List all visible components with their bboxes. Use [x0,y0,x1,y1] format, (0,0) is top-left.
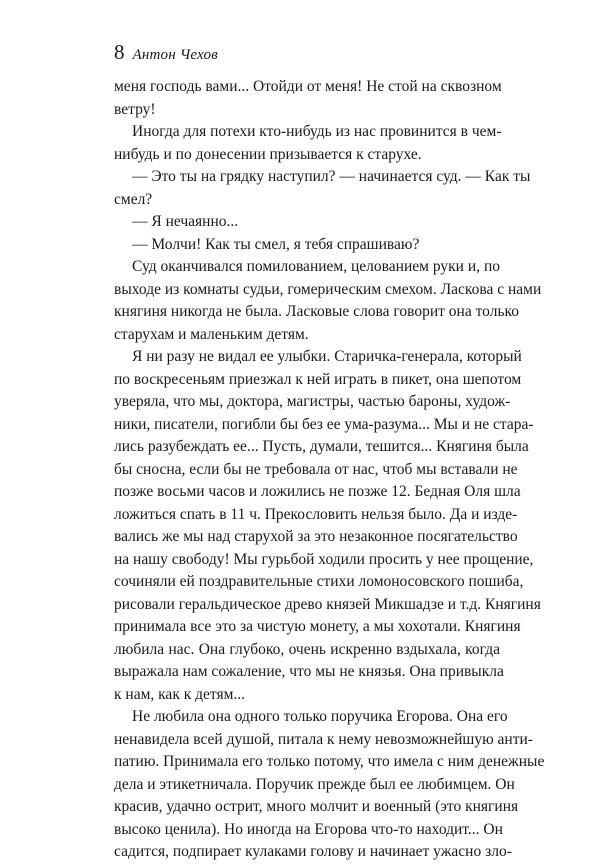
text-line: ложиться спать в 11 ч. Прекословить нельзя было. Да и изде- [114,505,518,523]
text-line: красив, удачно острит, много молчит и военный (это княгиня [114,798,519,815]
body-text [114,76,545,864]
text-line: позже восьми часов и ложились не позже 12. Бедная Оля шла [114,483,521,500]
text-line: рисовали геральдическое древо князей Микшадзе и т.д. Княгиня [114,595,541,613]
text-line: уверяла, что мы, доктора, магистры, частью бароны, худож- [114,393,511,410]
text-line: Я ни разу не видал ее улыбки. Старичка-генерала, который [132,348,522,365]
text-line: принимала все это за чистую монету, а мы хохотали. Княгиня [114,618,521,635]
running-head-author: Антон Чехов [132,47,218,63]
text-line: любила нас. Она глубоко, очень искренно вздыхала, когда [114,640,500,658]
text-line: по воскресеньям приезжал к ней играть в пикет, она шепотом [114,370,522,388]
text-line: ники, писатели, погибли бы без ее ума-разума... Мы и не стара- [114,415,534,433]
text-line: старухам и маленьким детям. [114,325,309,343]
text-line: на нашу свободу! Мы гурьбой ходили просить у нее прощение, [114,550,534,568]
text-line: выходе из комнаты судьи, гомерическим смехом. Ласкова с нами [114,280,542,298]
text-line: дела и этикетничала. Поручик прежде был ее любимцем. Он [114,775,515,793]
text-line: нибудь и по донесении призывается к старухе. [114,145,422,163]
text-line: Суд оканчивался помилованием, целованием руки и, по [132,258,500,275]
text-line: патию. Принимала его только потому, что имела с ним денежные [114,753,545,770]
text-line: сочиняли ей поздравительные стихи ломоносовского пошиба, [114,573,524,590]
text-line: к нам, как к детям... [114,685,246,703]
text-line: меня господь вами... Отойди от меня! Не стой на сквозном [114,78,502,95]
text-line: садится, подпирает кулаками голову и начинает ужасно зло- [114,843,512,860]
text-line: — Я нечаянно... [132,213,239,230]
text-line: Иногда для потехи кто-нибудь из нас провинится в чем- [132,123,502,140]
page-number: 8 [114,40,125,64]
text-line: княгиня никогда не была. Ласковые слова говорит она только [114,303,520,320]
text-line: лись разубеждать ее... Пусть, думали, тешится... Княгиня была [114,438,529,455]
text-line: — Молчи! Как ты смел, я тебя спрашиваю? [132,235,420,253]
text-line: ненавидела всей душой, питала к нему невозможнейшую анти- [114,730,533,748]
text-line: ветру! [114,100,156,118]
text-line: вались же мы над старухой за это незаконное посягательство [114,528,518,545]
text-line: Не любила она одного только поручика Егорова. Она его [132,708,508,725]
text-line: бы сносна, если бы не требовала от нас, чтоб мы вставали не [114,460,518,478]
text-line: — Это ты на грядку наступил? — начинается суд. — Как ты [132,168,531,185]
text-line: смел? [114,190,153,208]
text-line: выражала нам сожаление, что мы не князья. Она привыкла [114,663,504,680]
running-head [114,40,218,65]
text-line: высоко ценила). Но иногда на Егорова что-то находит... Он [114,820,503,838]
